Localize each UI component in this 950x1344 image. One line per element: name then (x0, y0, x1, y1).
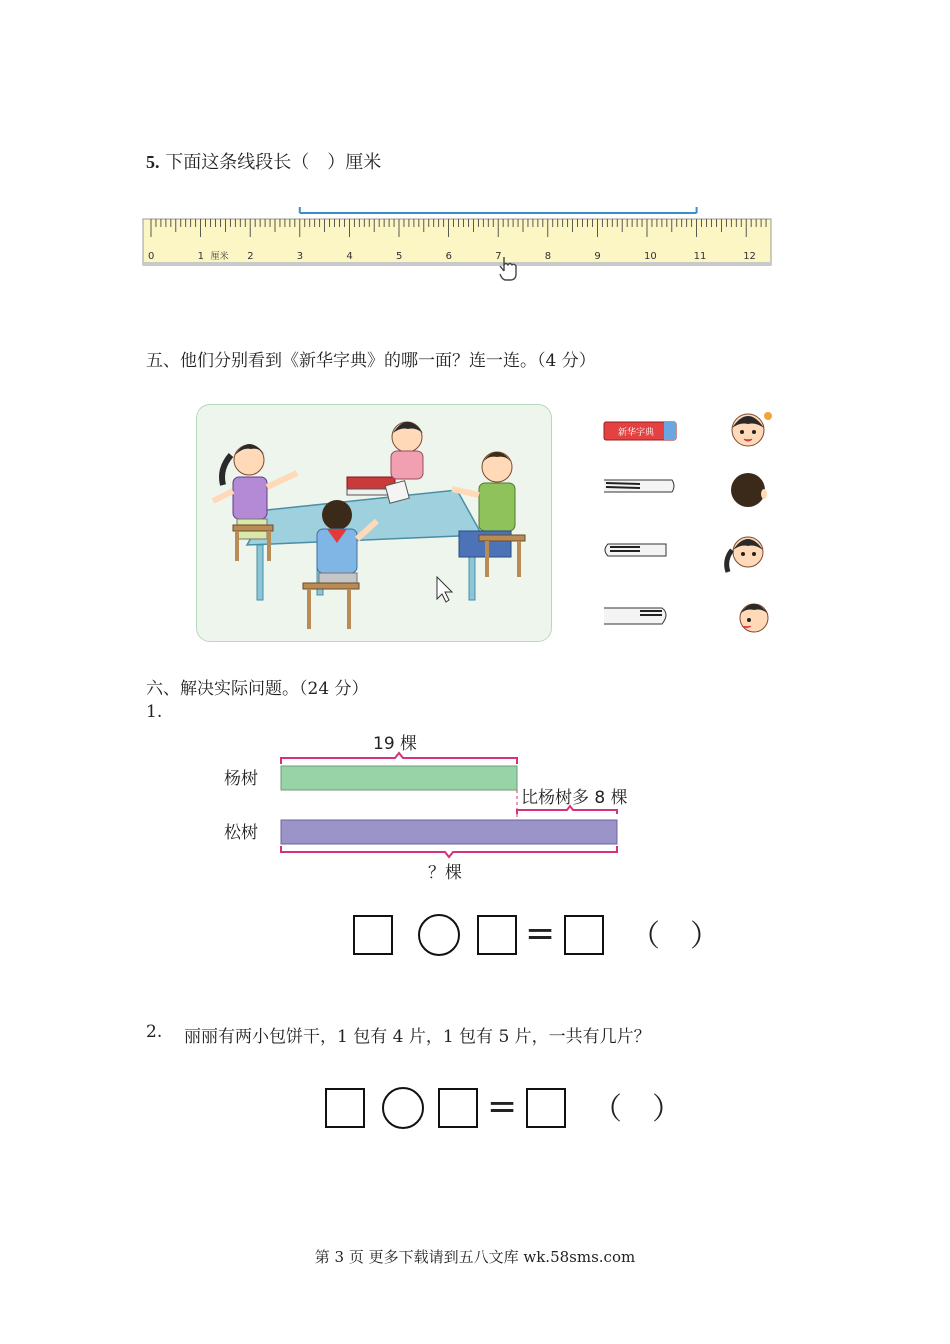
equals-sign-1: = (525, 913, 556, 954)
ruler-tick-label: 3 (296, 251, 304, 262)
book-views-column (600, 410, 680, 640)
answer-box-3[interactable] (564, 915, 604, 955)
answer-box-6[interactable] (526, 1088, 566, 1128)
book-views-svg (600, 410, 680, 640)
answer-box-1[interactable] (353, 915, 393, 955)
problem-2-text: 丽丽有两小包饼干，1 包有 4 片，1 包有 5 片，一共有几片？ (184, 1027, 651, 1047)
faces-svg (718, 408, 780, 640)
ruler-figure (140, 195, 780, 285)
difference-label: 比杨树多 8 棵 (521, 788, 628, 808)
svg-text:新华字典: 新华字典 (618, 428, 655, 438)
book-pages-view-2 (604, 608, 666, 624)
section-6-title: 六、解决实际问题。（24 分） (146, 679, 369, 699)
boy-front-face (740, 604, 768, 632)
equals-sign-2: = (487, 1086, 518, 1127)
operator-circle-1[interactable] (418, 914, 460, 956)
book-cover-view (604, 422, 676, 440)
question-number: 5. (146, 152, 160, 172)
ruler-tick-label: 8 (544, 251, 552, 262)
bottom-brace (281, 846, 617, 857)
ruler-tick-label: 9 (594, 251, 601, 262)
ruler-tick-label: 6 (445, 251, 452, 262)
book-pages-view-1 (604, 480, 674, 492)
ruler-tick-label: 5 (396, 251, 403, 262)
ruler-shadow (143, 262, 771, 266)
tree-bar-diagram (210, 728, 660, 888)
bar-diagram-svg (210, 728, 660, 888)
answer-box-2[interactable] (477, 915, 517, 955)
unit-parens-1[interactable]: （ ） (630, 919, 720, 954)
bottom-brace-label: ？棵 (428, 863, 462, 883)
ruler-tick-label: 2 (247, 251, 254, 262)
poplar-bar (281, 766, 517, 790)
page-footer: 第 3 页 更多下载请到五八文库 wk.58sms.com (314, 1248, 636, 1266)
arrow-cursor-icon (437, 577, 452, 602)
ruler-tick-label: 11 (693, 251, 707, 262)
ruler-unit-label: 厘米 (210, 252, 229, 262)
answer-box-5[interactable] (438, 1088, 478, 1128)
problem-2-label: 2. (146, 1022, 163, 1042)
measured-segment (300, 207, 697, 213)
pine-label: 松树 (224, 823, 258, 843)
ruler-tick-label: 7 (495, 251, 502, 262)
kids-scene-svg (197, 405, 551, 641)
operator-circle-2[interactable] (382, 1087, 424, 1129)
ruler-tick-label: 12 (743, 251, 756, 262)
ruler-svg (140, 195, 780, 285)
unit-parens-2[interactable]: （ ） (592, 1092, 682, 1127)
question-5 (146, 148, 381, 174)
ruler-tick-label: 10 (644, 251, 657, 262)
ruler-tick-label: 0 (148, 251, 155, 262)
girl-back (391, 422, 423, 479)
question-text: 下面这条线段长（ ）厘米 (165, 152, 382, 173)
problem-1-label: 1. (146, 702, 163, 722)
top-brace-label: 19 棵 (373, 734, 418, 754)
ruler-tick-label: 1 (197, 251, 204, 262)
table-top (247, 490, 482, 545)
faces-column (718, 408, 780, 640)
ruler-tick-label: 4 (346, 251, 353, 262)
girl-back-face (732, 412, 772, 446)
pine-bar (281, 820, 617, 844)
girl-left-face (727, 537, 763, 572)
book-spine-view (605, 544, 666, 556)
answer-box-4[interactable] (325, 1088, 365, 1128)
boy-head-back (731, 473, 767, 507)
section-5-title: 五、他们分别看到《新华字典》的哪一面？连一连。（4 分） (146, 351, 596, 371)
kids-reading-illustration (196, 404, 552, 642)
top-brace (281, 753, 517, 764)
poplar-label: 杨树 (224, 769, 258, 789)
